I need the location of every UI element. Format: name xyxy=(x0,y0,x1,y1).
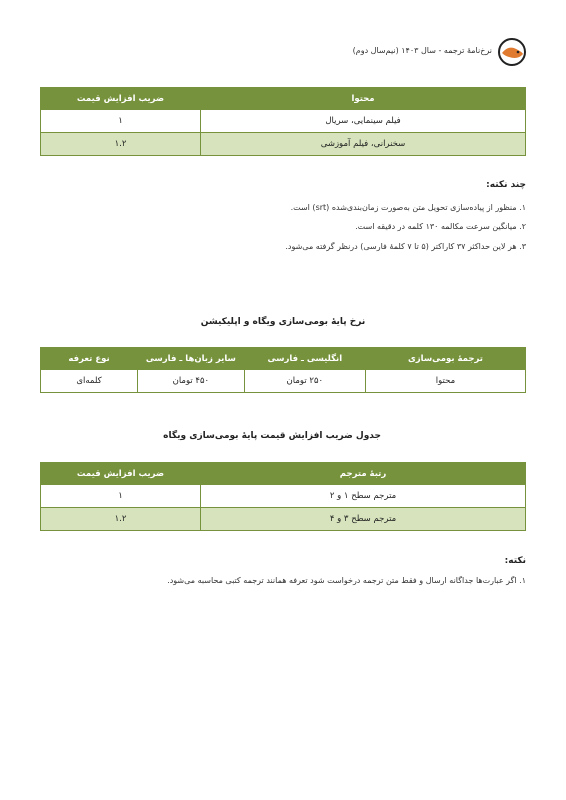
header-rate-type: نوع تعرفه xyxy=(41,348,138,370)
table-header-row xyxy=(41,463,526,485)
translator-rank-table xyxy=(40,462,526,531)
cell-multiplier: ۱.۲ xyxy=(41,508,201,531)
cell-multiplier: ۱ xyxy=(41,485,201,508)
note-item: ۱. منظور از پیاده‌سازی تحویل متن به‌صورت زمان‌بندی‌شده (srt) است. xyxy=(290,203,526,212)
cell-other-languages: ۴۵۰ تومان xyxy=(138,370,245,393)
notes-title: چند نکته: xyxy=(486,180,526,190)
note-item: ۲. میانگین سرعت مکالمه ۱۳۰ کلمه در دقیقه است. xyxy=(355,222,526,231)
table-row xyxy=(41,370,526,393)
notes-title: نکته: xyxy=(504,556,526,566)
cell-multiplier: ۱.۲ xyxy=(41,133,201,156)
cell-rate-type: کلمه‌ای xyxy=(41,370,138,393)
table-row xyxy=(41,485,526,508)
table-row xyxy=(41,508,526,531)
fish-circle-logo-icon xyxy=(498,38,526,66)
note-item: ۳. هر لاین حداکثر ۳۷ کاراکتر (۵ تا ۷ کلمهٔ فارسی) درنظر گرفته می‌شود. xyxy=(285,242,526,251)
header-multiplier: ضریب افزایش قیمت xyxy=(41,88,201,110)
table-row xyxy=(41,133,526,156)
page-header xyxy=(40,38,526,76)
section-title-multiplier: جدول ضریب افزایش قیمت پایهٔ بومی‌سازی ویگاه xyxy=(163,431,381,441)
header-other-languages: سایر زبان‌ها ـ فارسی xyxy=(138,348,245,370)
cell-content: فیلم سینمایی، سریال xyxy=(201,110,526,133)
cell-multiplier: ۱ xyxy=(41,110,201,133)
cell-rank: مترجم سطح ۱ و ۲ xyxy=(201,485,526,508)
content-multiplier-table xyxy=(40,87,526,156)
cell-content: محتوا xyxy=(365,370,525,393)
header-title: نرخ‌نامهٔ ترجمه - سال ۱۴۰۳ (نیم‌سال دوم) xyxy=(352,46,492,55)
cell-content: سخنرانی، فیلم آموزشی xyxy=(201,133,526,156)
header-content: محتوا xyxy=(201,88,526,110)
section-title-localization: نرخ پایهٔ بومی‌سازی ویگاه و اپلیکیشن xyxy=(200,317,366,327)
note-item: ۱. اگر عبارت‌ها جداگانه ارسال و فقط متن ترجمه درخواست شود تعرفه همانند ترجمه کتبی محاسبه می‌شود. xyxy=(167,576,526,585)
header-localization: ترجمهٔ بومی‌سازی xyxy=(365,348,525,370)
cell-english-persian: ۲۵۰ تومان xyxy=(244,370,365,393)
table-header-row xyxy=(41,348,526,370)
table-row xyxy=(41,110,526,133)
cell-rank: مترجم سطح ۳ و ۴ xyxy=(201,508,526,531)
table-header-row xyxy=(41,88,526,110)
header-multiplier: ضریب افزایش قیمت xyxy=(41,463,201,485)
header-english-persian: انگلیسی ـ فارسی xyxy=(244,348,365,370)
header-translator-rank: رتبهٔ مترجم xyxy=(201,463,526,485)
localization-rate-table xyxy=(40,347,526,393)
